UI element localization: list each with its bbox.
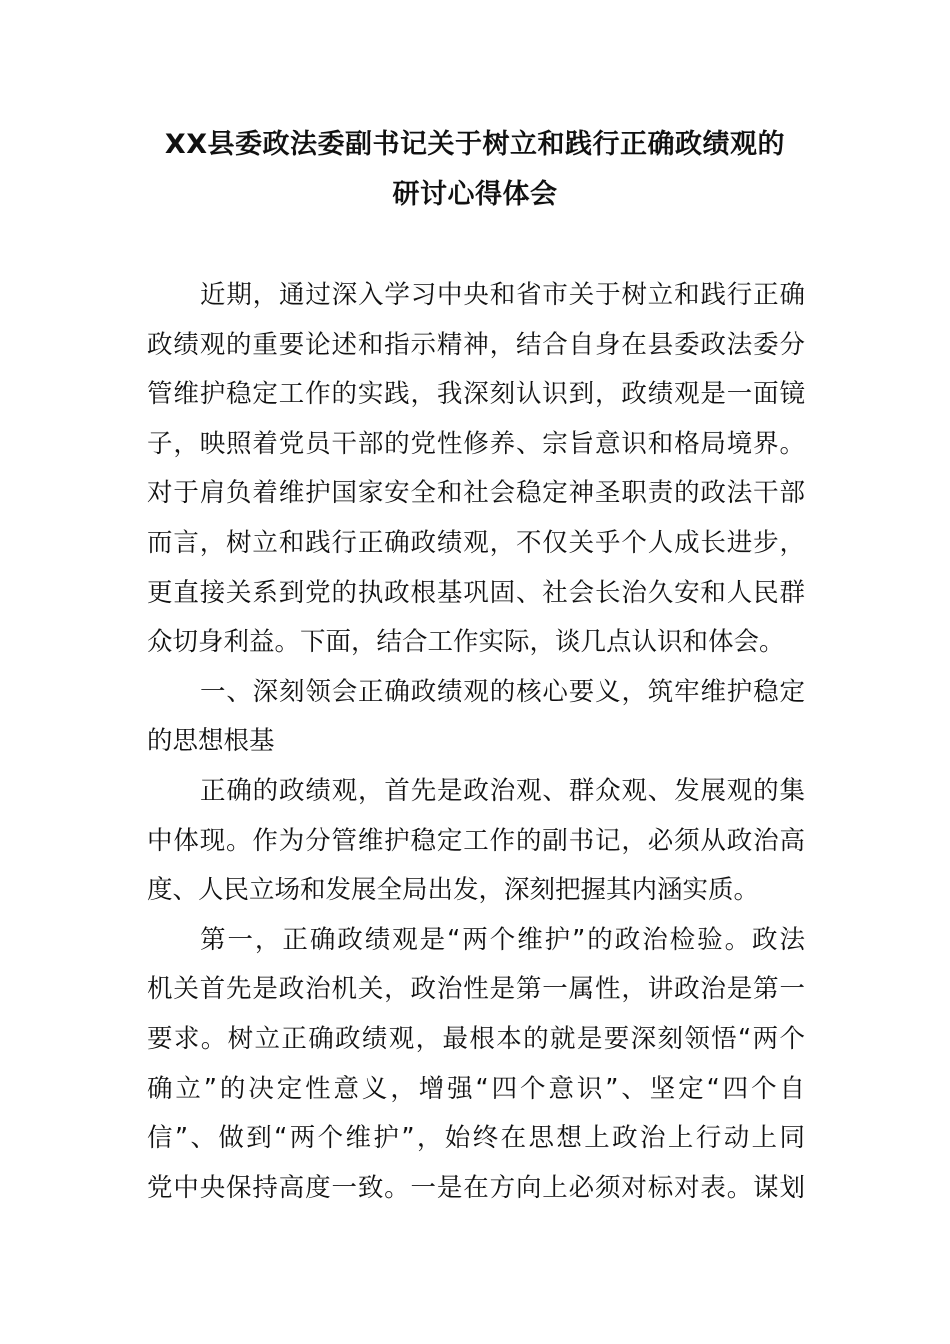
text-line: 中体现。作为分管维护稳定工作的副书记，必须从政治高 <box>147 825 805 856</box>
paragraph <box>147 921 805 1219</box>
text-line: 的思想根基 <box>147 726 275 757</box>
text-line: 子，映照着党员干部的党性修养、宗旨意识和格局境界。 <box>147 428 805 459</box>
text-line: 确立”的决定性意义，增强“四个意识”、坚定“四个自 <box>147 1073 805 1104</box>
text-line: 度、人民立场和发展全局出发，深刻把握其内涵实质。 <box>147 875 760 906</box>
text-line: 政绩观的重要论述和指示精神，结合自身在县委政法委分 <box>147 329 805 360</box>
text-line: 一、深刻领会正确政绩观的核心要义，筑牢维护稳定 <box>200 676 805 707</box>
text-line: 机关首先是政治机关，政治性是第一属性，讲政治是第一 <box>147 974 805 1005</box>
text-line: 众切身利益。下面，结合工作实际，谈几点认识和体会。 <box>147 627 785 658</box>
text-line: 更直接关系到党的执政根基巩固、社会长治久安和人民群 <box>147 577 805 608</box>
text-line: 而言，树立和践行正确政绩观，不仅关乎个人成长进步， <box>147 527 805 558</box>
text-line: 近期，通过深入学习中央和省市关于树立和践行正确 <box>200 280 805 310</box>
text-line: 第一，正确政绩观是“两个维护”的政治检验。政法 <box>200 924 805 955</box>
document-title-line-1: XX县委政法委副书记关于树立和践行正确政绩观的 <box>164 129 786 160</box>
text-line: 要求。树立正确政绩观，最根本的就是要深刻领悟“两个 <box>147 1023 805 1054</box>
paragraph <box>147 772 805 921</box>
section-heading <box>147 673 805 772</box>
text-line: 信”、做到“两个维护”，始终在思想上政治上行动上同 <box>147 1123 805 1154</box>
text-line: 对于肩负着维护国家安全和社会稳定神圣职责的政法干部 <box>147 478 805 509</box>
document-title-line-2: 研讨心得体会 <box>392 179 558 210</box>
text-line: 管维护稳定工作的实践，我深刻认识到，政绩观是一面镜 <box>147 379 805 410</box>
text-line: 党中央保持高度一致。一是在方向上必须对标对表。谋划 <box>147 1172 805 1203</box>
paragraph <box>147 276 805 673</box>
document-body <box>147 276 805 1218</box>
text-line: 正确的政绩观，首先是政治观、群众观、发展观的集 <box>200 775 805 806</box>
